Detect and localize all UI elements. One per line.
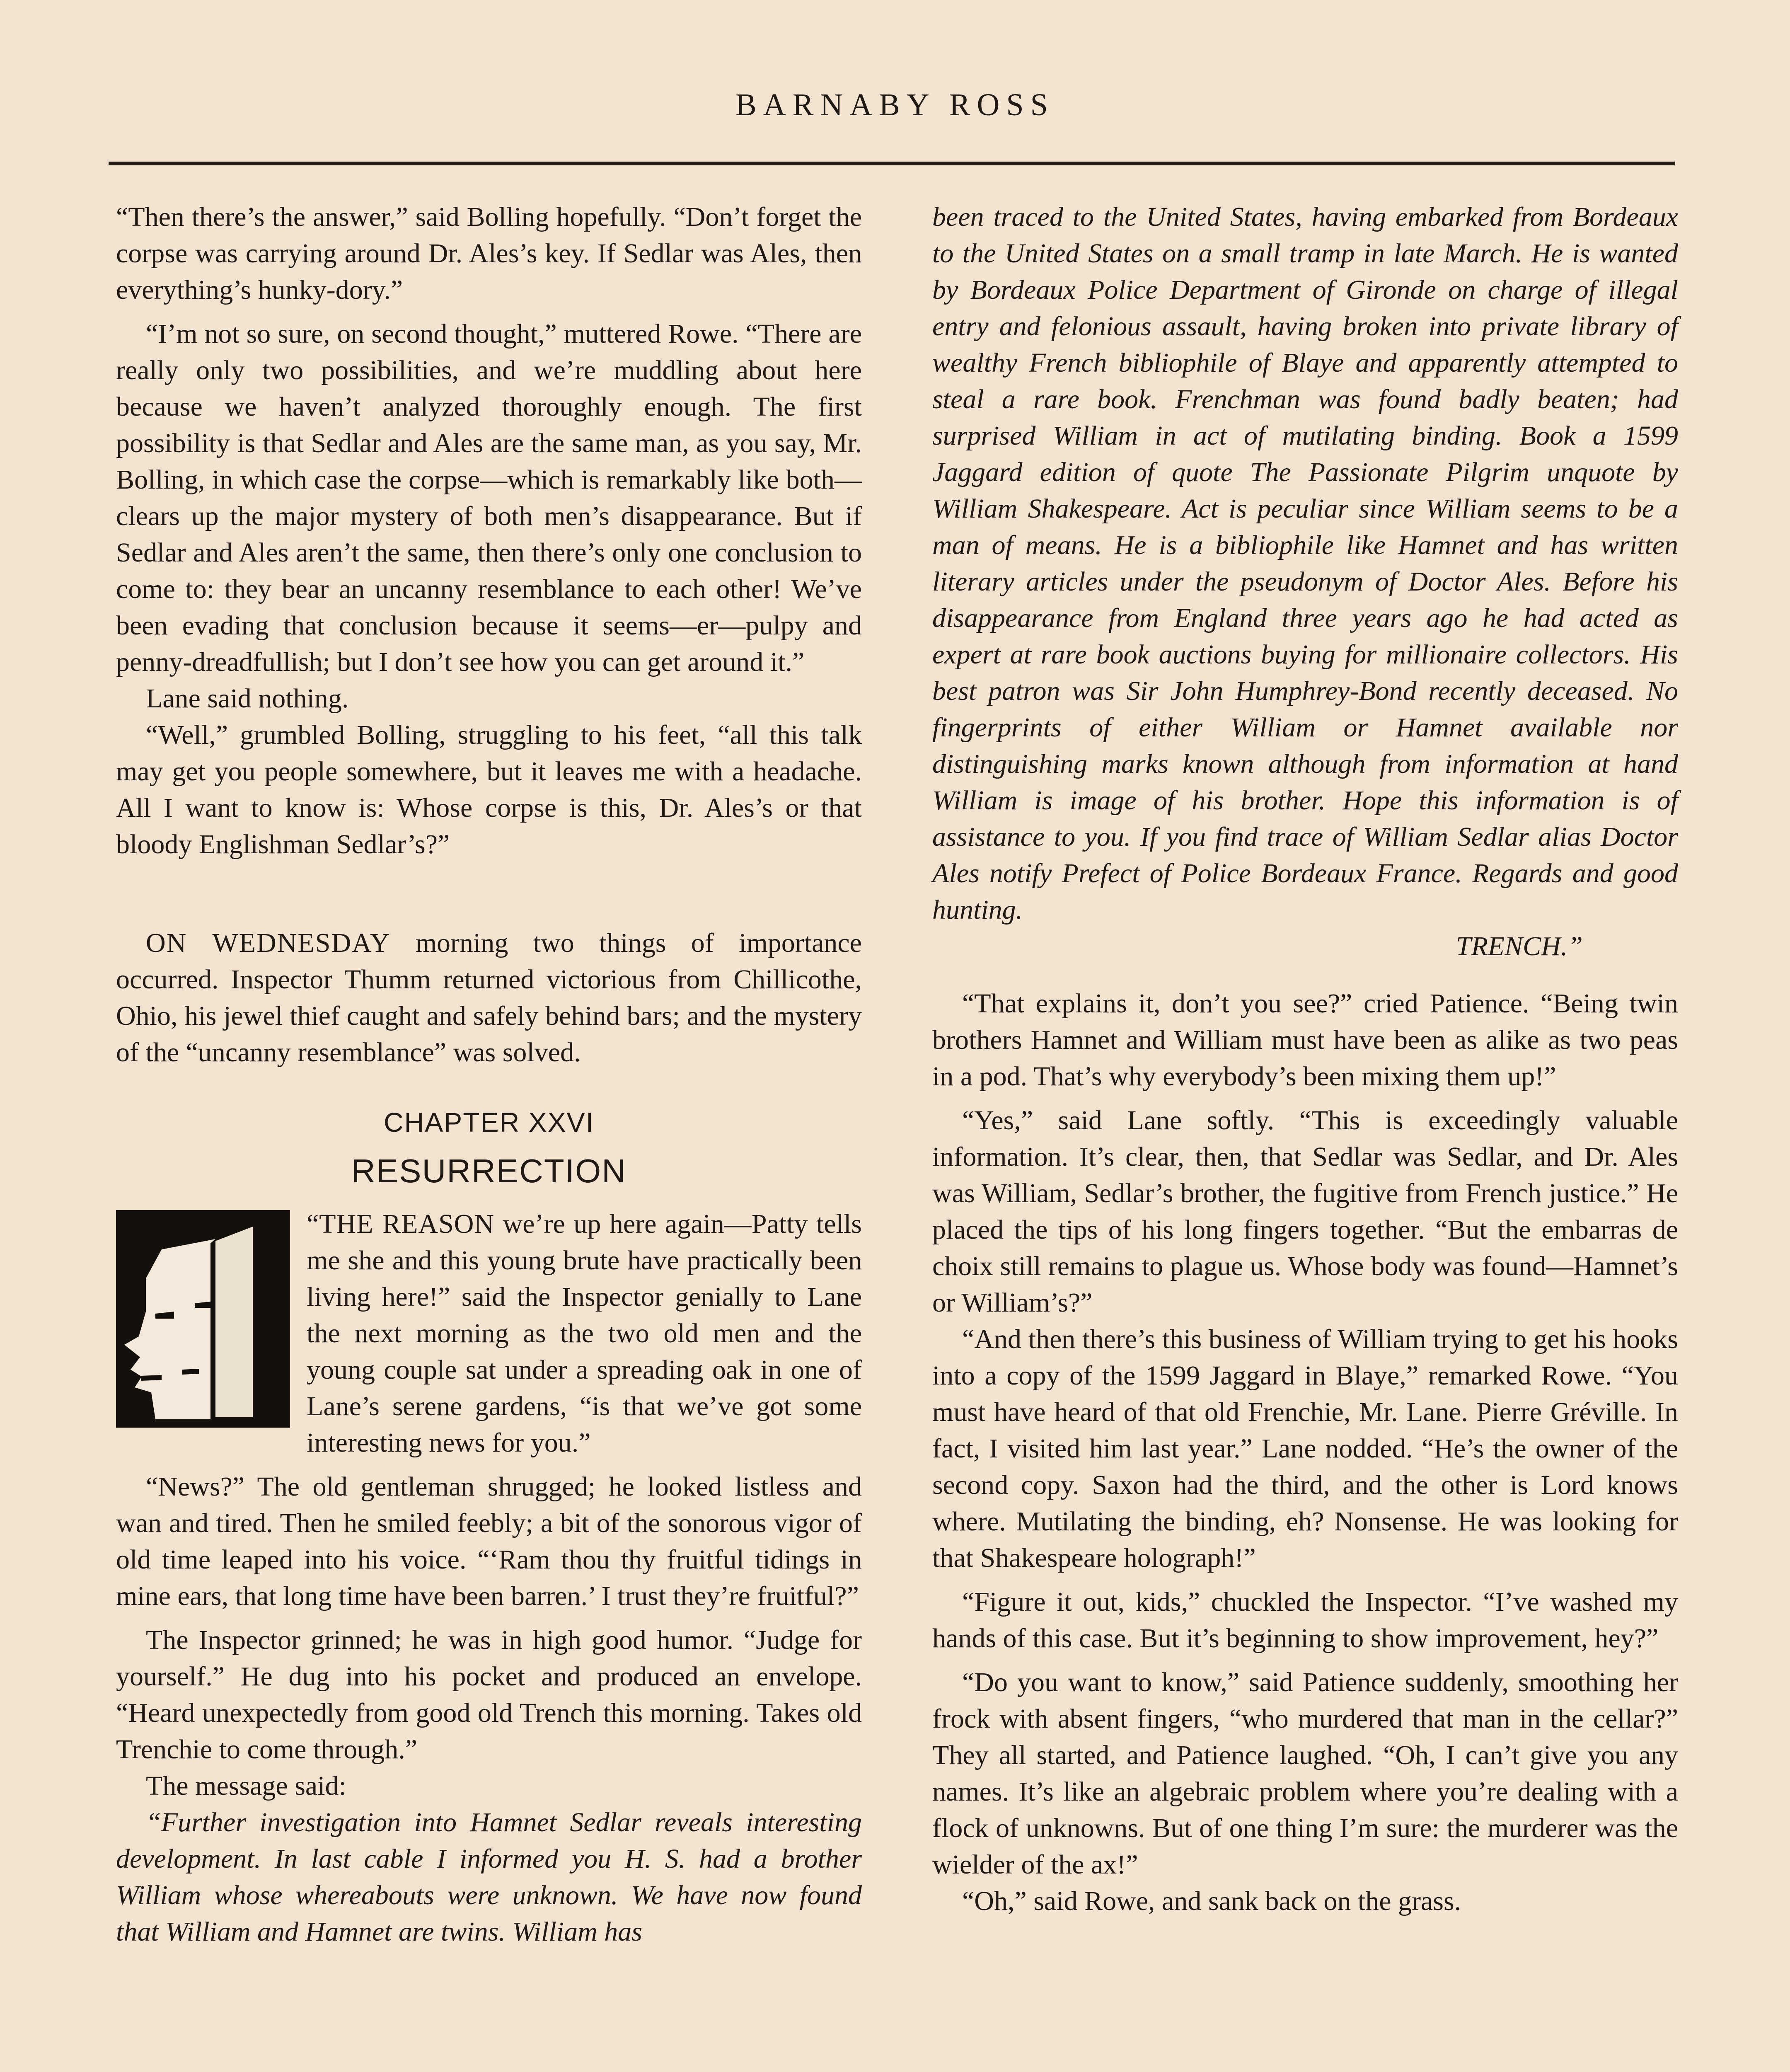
chapter-title: RESURRECTION bbox=[351, 1152, 627, 1189]
drop-cap-faces-illustration bbox=[116, 1210, 290, 1428]
paragraph: Lane said nothing. bbox=[146, 683, 349, 714]
dropcap-lead: “THE REASON bbox=[307, 1209, 495, 1239]
telegram-text-continued: been traced to the United States, having embarked from Bordeaux to the United States on a small tramp in late March. He is wanted by Bordeaux Police Department of Gironde on charge of illegal entry and felonious assault, having broken into private library of wealthy French bibliophile of Blaye and apparently attempted to steal a rare book. Frenchman was found badly beaten; had surprised William in act of mutilating binding. Book a 1599 Jaggard edition of quote The Passionate Pilgrim unquote by William Shakespeare. Act is peculiar since William seems to be a man of means. He is a bibliophile like Hamnet and has written literary articles under the pseudonym of Doctor Ales. Before his disappearance from England three years ago he had acted as expert at rare book auctions buying for millionaire collectors. His best patron was Sir John Humphrey-Bond recently deceased. No fingerprints of either William or Hamnet available nor distinguishing marks known although from information at hand William is image of his brother. Hope this information is of assistance to you. If you find trace of William Sedlar alias Doctor Ales notify Prefect of Police Bordeaux France. Regards and good hunting. bbox=[932, 202, 1678, 925]
paragraph: “Oh,” said Rowe, and sank back on the grass. bbox=[962, 1886, 1461, 1916]
paragraph: The Inspector grinned; he was in high good humor. “Judge for yourself.” He dug into his pocket and produced an envelope. “Heard unexpectedly from good old Trench this morning. Takes old Trenchie to come through.” bbox=[116, 1625, 862, 1765]
paragraph: “Well,” grumbled Bolling, struggling to his feet, “all this talk may get you people somewhere, but it leaves me with a headache. All I want to know is: Whose corpse is this, Dr. Ales’s or that bloody Englishman Sedlar’s?” bbox=[116, 720, 862, 859]
paragraph: “And then there’s this business of William trying to get his hooks into a copy of the 1599 Jaggard in Blaye,” remarked Rowe. “You must have heard of that old Frenchie, Mr. Lane. Pierre Gréville. In fact, I visited him last year.” Lane nodded. “He’s the owner of the second copy. Saxon had the third, and the other is Lord knows where. Mutilating the binding, eh? Nonsense. He was looking for that Shakespeare holograph!” bbox=[932, 1324, 1678, 1573]
paragraph: “I’m not so sure, on second thought,” muttered Rowe. “There are really only two possibilities, and we’re muddling about here because we haven’t analyzed thoroughly enough. The first possibility is that Sedlar and Ales are the same man, as you say, Mr. Bolling, in which case the corpse—which is remarkably like both—clears up the major mystery of both men’s disappearance. But if Sedlar and Ales aren’t the same, then there’s only one conclusion to come to: they bear an uncanny resemblance to each other! We’ve been evading that conclusion because it seems—er—pulpy and penny-dreadfullish; but I don’t see how you can get around it.” bbox=[116, 319, 862, 677]
section-text: morning two things of importance occurred. Inspector Thumm returned victorious from Chillicothe, Ohio, his jewel thief caught and safely behind bars; and the mystery of the “uncanny resemblance” was solved. bbox=[116, 928, 862, 1067]
section-paragraph bbox=[116, 925, 862, 1071]
paragraph: “Then there’s the answer,” said Bolling hopefully. “Don’t forget the corpse was carrying around Dr. Ales’s key. If Sedlar was Ales, then everything’s hunky-dory.” bbox=[116, 202, 862, 305]
paragraph: “Yes,” said Lane softly. “This is exceedingly valuable information. It’s clear, then, that Sedlar was Sedlar, and Dr. Ales was William, Sedlar’s brother, the fugitive from French justice.” He placed the tips of his long fingers together. “But the embarras de choix still remains to plague us. Whose body was found—Hamnet’s or William’s?” bbox=[932, 1105, 1678, 1318]
paragraph: “Do you want to know,” said Patience suddenly, smoothing her frock with absent fingers, “who murdered that man in the cellar?” They all started, and Patience laughed. “Oh, I can’t give you any names. It’s like an algebraic problem where you’re dealing with a flock of unknowns. But of one thing I’m sure: the murderer was the wielder of the ax!” bbox=[932, 1667, 1678, 1880]
left-column bbox=[116, 199, 862, 1950]
paragraph: “Figure it out, kids,” chuckled the Inspector. “I’ve washed my hands of this case. But it’s beginning to show improvement, hey?” bbox=[932, 1587, 1678, 1653]
header-rule bbox=[109, 162, 1675, 165]
dropcap-text: we’re up here again—Patty tells me she and this young brute have practically been living here!” said the Inspector genially to Lane the next morning as the two old men and the young couple sat under a spreading oak in one of Lane’s serene gardens, “is that we’ve got some interesting news for you.” bbox=[307, 1209, 862, 1458]
telegram-signature: TRENCH.” bbox=[1456, 931, 1583, 961]
paragraph: “That explains it, don’t you see?” cried Patience. “Being twin brothers Hamnet and William must have been as alike as two peas in a pod. That’s why everybody’s been mixing them up!” bbox=[932, 988, 1678, 1092]
right-column bbox=[932, 199, 1678, 1920]
chapter-number: CHAPTER XXVI bbox=[383, 1107, 595, 1138]
paragraph: The message said: bbox=[146, 1771, 346, 1801]
telegram-text-start: “Further investigation into Hamnet Sedlar reveals interesting development. In last cable I informed you H. S. had a brother William whose whereabouts were unknown. We have now found that William and Hamnet are twins. William has bbox=[116, 1807, 862, 1947]
section-lead: ON WEDNESDAY bbox=[146, 928, 391, 958]
paragraph: “News?” The old gentleman shrugged; he looked listless and wan and tired. Then he smiled feebly; a bit of the sonorous vigor of old time leaped into his voice. “‘Ram thou thy fruitful tidings in mine ears, that long time have been barren.’ I trust they’re fruitful?” bbox=[116, 1472, 862, 1611]
running-header: BARNABY ROSS bbox=[735, 87, 1055, 122]
